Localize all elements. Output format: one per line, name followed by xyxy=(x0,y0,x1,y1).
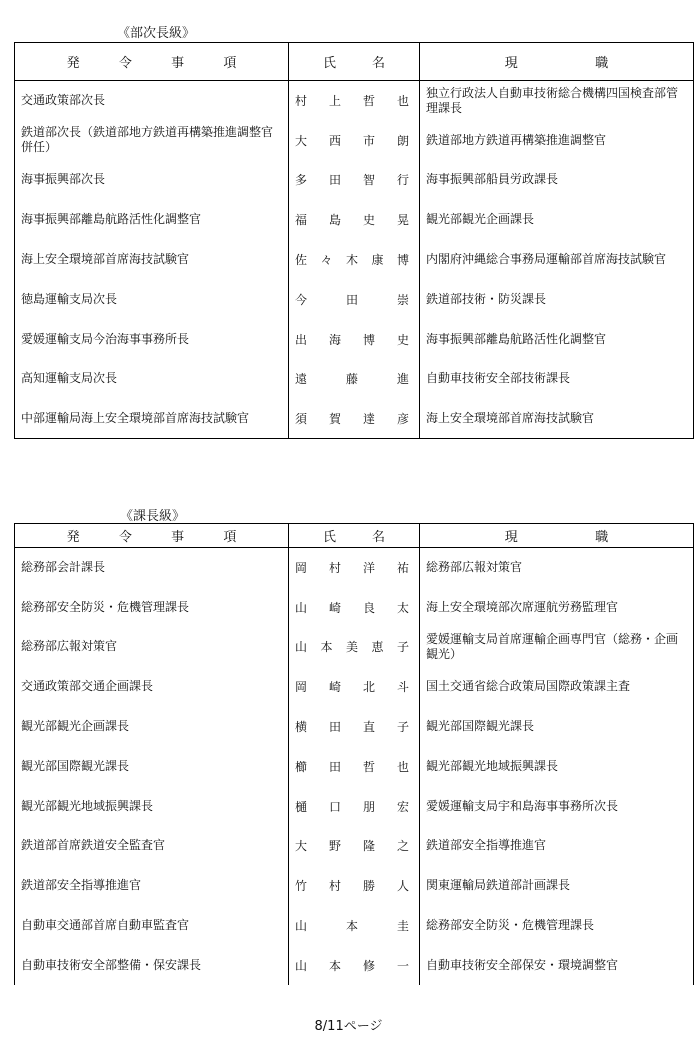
person-name: 山本圭 xyxy=(289,906,420,946)
table-row xyxy=(15,826,694,866)
header-post-char: 発 xyxy=(66,530,80,545)
table-row xyxy=(15,548,694,588)
table-row xyxy=(15,945,694,985)
current-post: 総務部安全防災・危機管理課長 xyxy=(420,906,694,946)
header-current-char: 職 xyxy=(595,530,609,545)
person-name: 福島史晃 xyxy=(289,200,420,240)
header-current-char: 職 xyxy=(595,56,609,71)
header-current xyxy=(420,524,694,548)
person-name: 村上哲也 xyxy=(289,81,420,121)
new-post: 鉄道部次長（鉄道部地方鉄道再構築推進調整官併任） xyxy=(15,120,289,160)
table-row xyxy=(15,906,694,946)
table-header-row xyxy=(15,524,694,548)
new-post: 海事振興部次長 xyxy=(15,160,289,200)
new-post: 自動車交通部首席自動車監査官 xyxy=(15,906,289,946)
current-post: 観光部観光企画課長 xyxy=(420,200,694,240)
table-row xyxy=(15,786,694,826)
table-row xyxy=(15,160,694,200)
current-post: 総務部広報対策官 xyxy=(420,548,694,588)
header-post-char: 事 xyxy=(171,56,185,71)
header-post-char: 項 xyxy=(223,56,237,71)
new-post: 総務部広報対策官 xyxy=(15,627,289,667)
header-name xyxy=(289,43,420,81)
header-current xyxy=(420,43,694,81)
person-name: 須賀達彦 xyxy=(289,399,420,439)
new-post: 観光部観光地域振興課長 xyxy=(15,786,289,826)
header-current-char: 現 xyxy=(504,56,518,71)
current-post: 観光部観光地域振興課長 xyxy=(420,746,694,786)
new-post: 鉄道部安全指導推進官 xyxy=(15,866,289,906)
new-post: 徳島運輸支局次長 xyxy=(15,279,289,319)
person-name: 樋口朋宏 xyxy=(289,786,420,826)
person-name: 岡村洋祐 xyxy=(289,548,420,588)
person-name: 山本修一 xyxy=(289,945,420,985)
person-name: 横田直子 xyxy=(289,707,420,747)
current-post: 鉄道部安全指導推進官 xyxy=(420,826,694,866)
current-post: 愛媛運輸支局宇和島海事事務所次長 xyxy=(420,786,694,826)
person-name: 大西市朗 xyxy=(289,120,420,160)
current-post: 内閣府沖縄総合事務局運輸部首席海技試験官 xyxy=(420,240,694,280)
person-name: 櫛田哲也 xyxy=(289,746,420,786)
table-row xyxy=(15,319,694,359)
new-post: 観光部観光企画課長 xyxy=(15,707,289,747)
table-row xyxy=(15,120,694,160)
new-post: 交通政策部交通企画課長 xyxy=(15,667,289,707)
new-post: 海事振興部離島航路活性化調整官 xyxy=(15,200,289,240)
person-name: 山本美恵子 xyxy=(289,627,420,667)
person-name: 多田智行 xyxy=(289,160,420,200)
table-row xyxy=(15,866,694,906)
table-row xyxy=(15,359,694,399)
table-header-row xyxy=(15,43,694,81)
section-title-bujichou: 《部次長級》 xyxy=(117,26,196,41)
new-post: 観光部国際観光課長 xyxy=(15,746,289,786)
table-row xyxy=(15,240,694,280)
header-name-char: 氏 xyxy=(322,530,336,545)
header-name-char: 氏 xyxy=(322,56,336,71)
roster-table-bujichou xyxy=(14,42,694,439)
header-name xyxy=(289,524,420,548)
person-name: 遠藤進 xyxy=(289,359,420,399)
person-name: 今田崇 xyxy=(289,279,420,319)
header-post xyxy=(15,43,289,81)
current-post: 観光部国際観光課長 xyxy=(420,707,694,747)
new-post: 鉄道部首席鉄道安全監査官 xyxy=(15,826,289,866)
table-row xyxy=(15,587,694,627)
current-post: 鉄道部技術・防災課長 xyxy=(420,279,694,319)
new-post: 総務部会計課長 xyxy=(15,548,289,588)
new-post: 中部運輸局海上安全環境部首席海技試験官 xyxy=(15,399,289,439)
new-post: 自動車技術安全部整備・保安課長 xyxy=(15,945,289,985)
person-name: 竹村勝人 xyxy=(289,866,420,906)
table-row xyxy=(15,707,694,747)
header-name-char: 名 xyxy=(371,56,385,71)
table-row xyxy=(15,746,694,786)
section-title-kachou: 《課長級》 xyxy=(120,509,186,524)
table-row xyxy=(15,279,694,319)
current-post: 海事振興部離島航路活性化調整官 xyxy=(420,319,694,359)
current-post: 愛媛運輸支局首席運輸企画専門官（総務・企画観光） xyxy=(420,627,694,667)
new-post: 交通政策部次長 xyxy=(15,81,289,121)
current-post: 海上安全環境部次席運航労務監理官 xyxy=(420,587,694,627)
person-name: 佐々木康博 xyxy=(289,240,420,280)
new-post: 愛媛運輸支局今治海事事務所長 xyxy=(15,319,289,359)
table-row xyxy=(15,627,694,667)
current-post: 自動車技術安全部技術課長 xyxy=(420,359,694,399)
header-post-char: 令 xyxy=(118,530,132,545)
person-name: 出海博史 xyxy=(289,319,420,359)
new-post: 総務部安全防災・危機管理課長 xyxy=(15,587,289,627)
header-post-char: 項 xyxy=(223,530,237,545)
new-post: 高知運輸支局次長 xyxy=(15,359,289,399)
header-post-char: 発 xyxy=(66,56,80,71)
current-post: 鉄道部地方鉄道再構築推進調整官 xyxy=(420,120,694,160)
person-name: 山崎良太 xyxy=(289,587,420,627)
current-post: 国土交通省総合政策局国際政策課主査 xyxy=(420,667,694,707)
current-post: 海事振興部船員労政課長 xyxy=(420,160,694,200)
header-post-char: 事 xyxy=(171,530,185,545)
table-row xyxy=(15,200,694,240)
table-row xyxy=(15,81,694,121)
current-post: 関東運輸局鉄道部計画課長 xyxy=(420,866,694,906)
person-name: 大野隆之 xyxy=(289,826,420,866)
header-post-char: 令 xyxy=(118,56,132,71)
header-name-char: 名 xyxy=(371,530,385,545)
header-post xyxy=(15,524,289,548)
new-post: 海上安全環境部首席海技試験官 xyxy=(15,240,289,280)
current-post: 独立行政法人自動車技術総合機構四国検査部管理課長 xyxy=(420,81,694,121)
person-name: 岡崎北斗 xyxy=(289,667,420,707)
page-number: 8/11ページ xyxy=(314,1019,383,1034)
table-row xyxy=(15,399,694,439)
current-post: 自動車技術安全部保安・環境調整官 xyxy=(420,945,694,985)
roster-table-kachou xyxy=(14,523,694,985)
header-current-char: 現 xyxy=(504,530,518,545)
table-row xyxy=(15,667,694,707)
current-post: 海上安全環境部首席海技試験官 xyxy=(420,399,694,439)
